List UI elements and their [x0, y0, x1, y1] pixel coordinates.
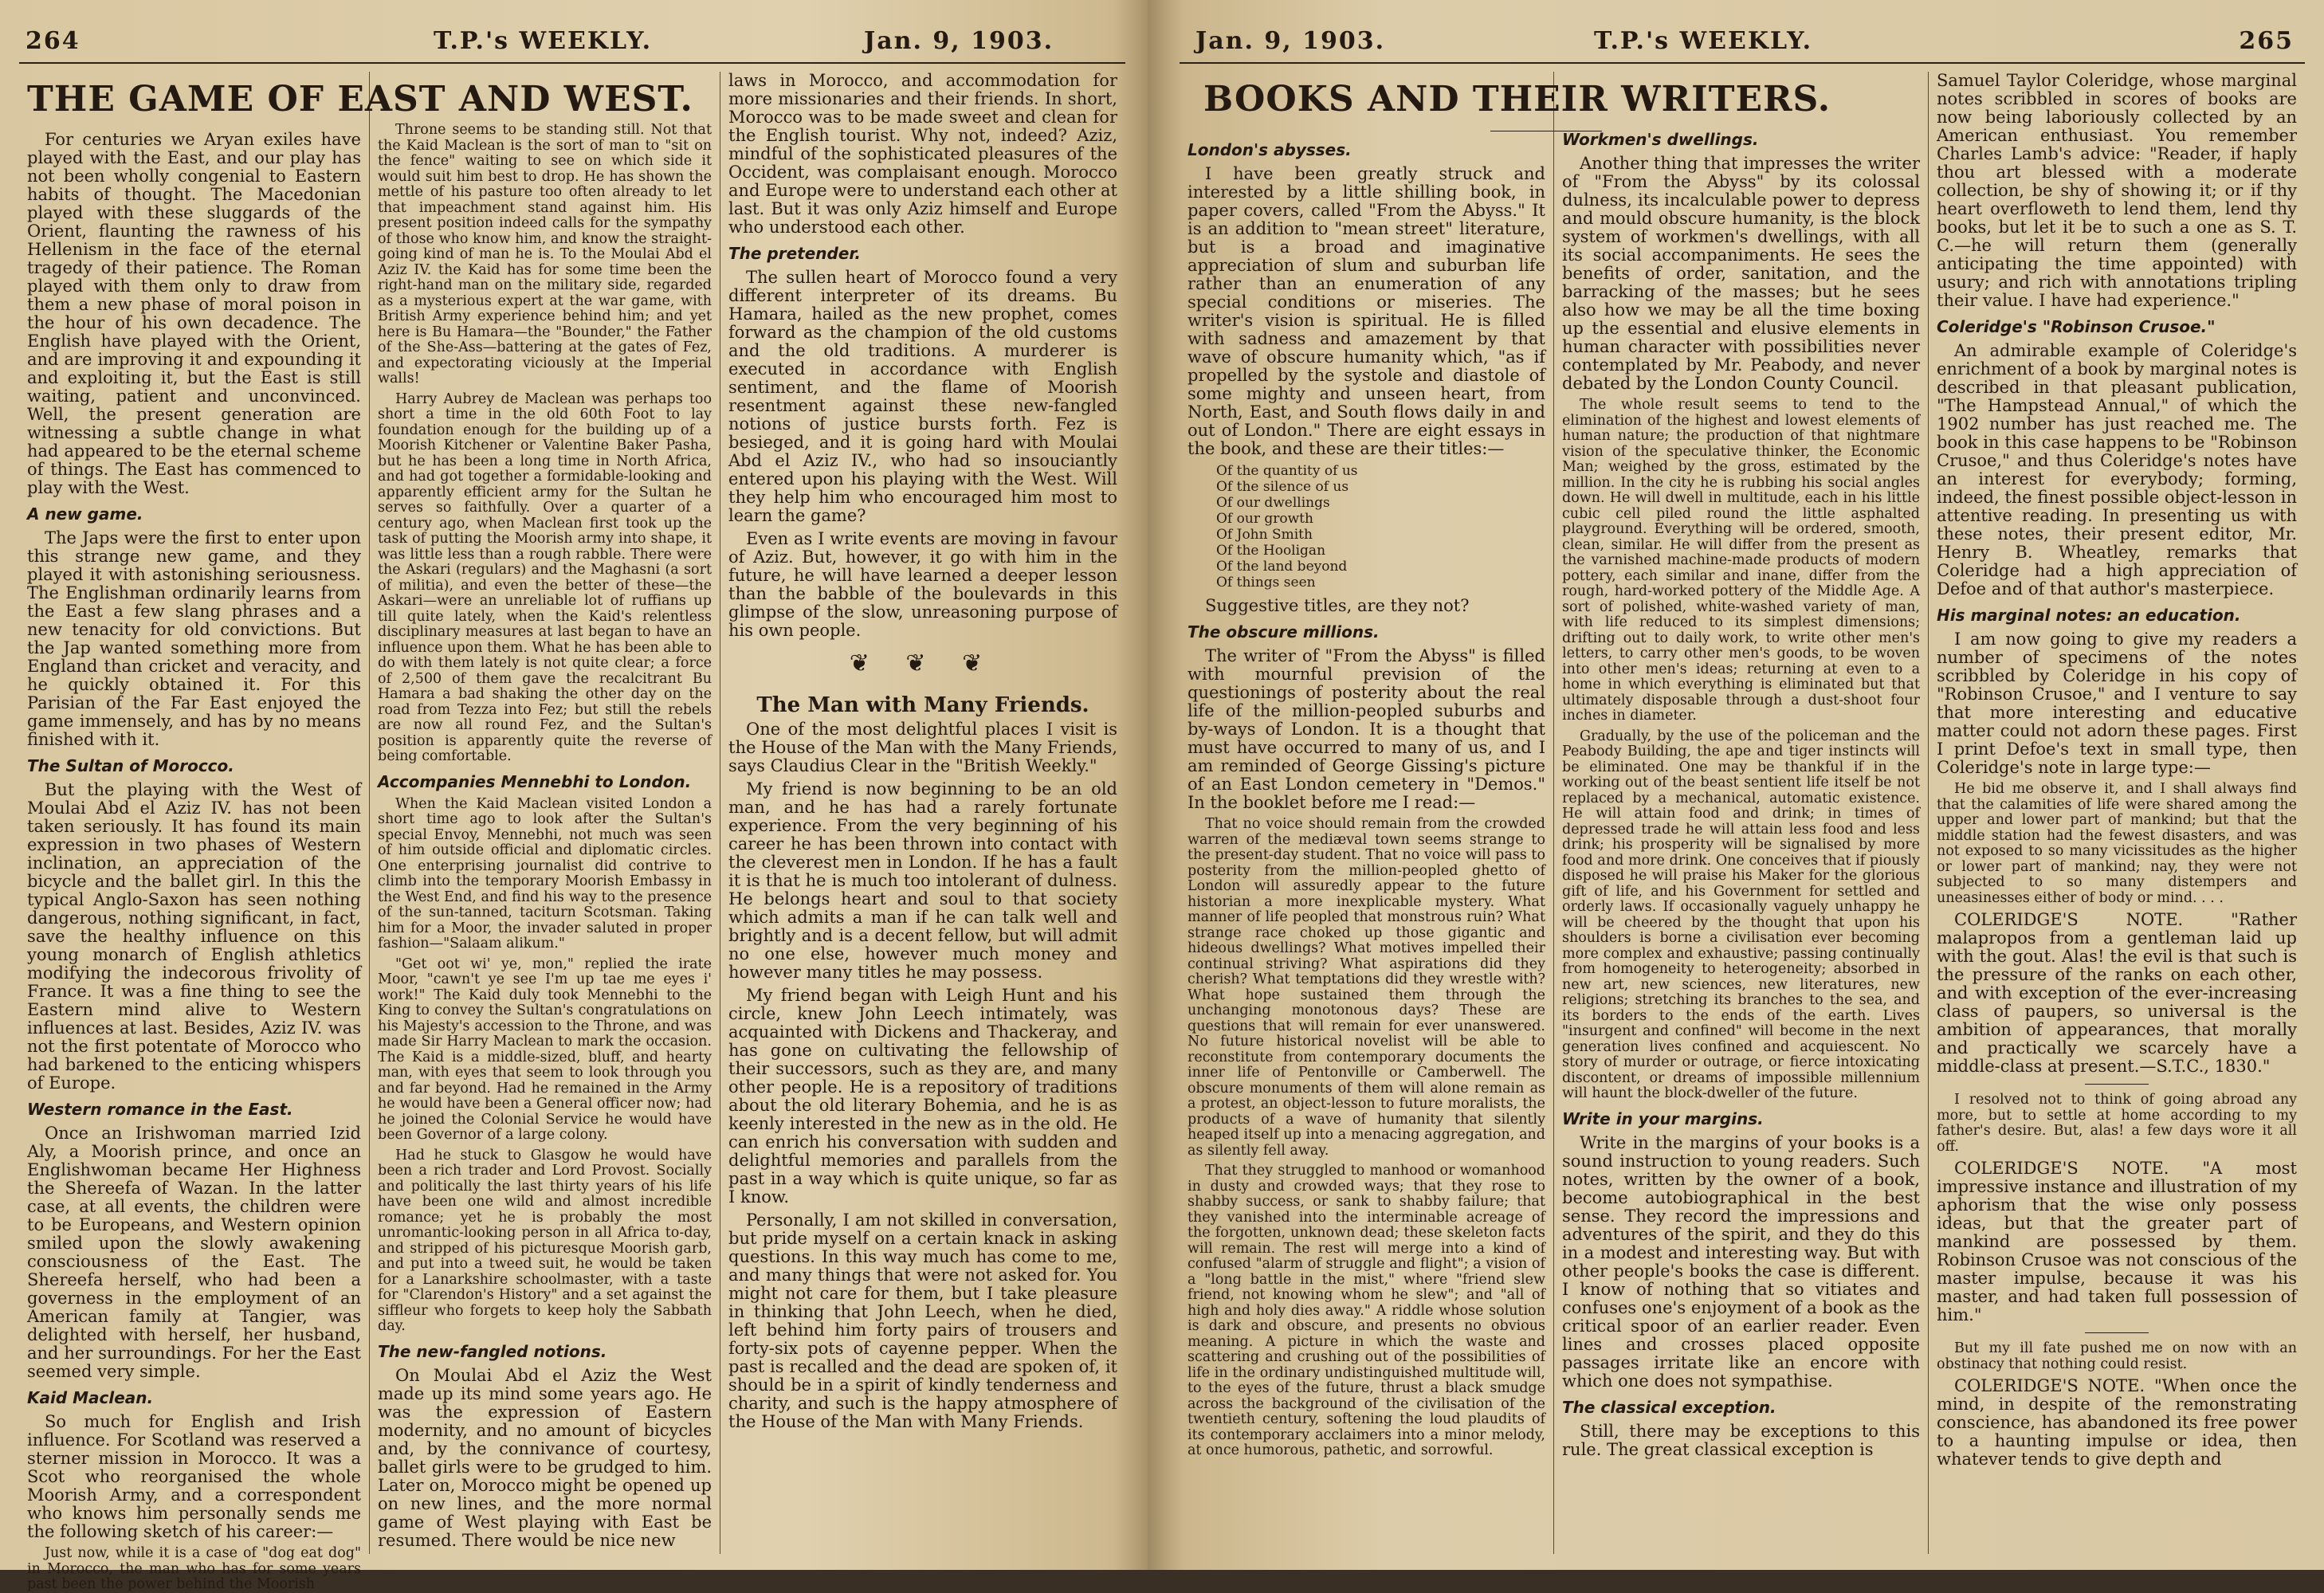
quoted-passage: The whole result seems to tend to the elimination of the highest and lowest elements of human nature; the production of that nightmare vision of the speculative thinker, the Economic Man; weighed by the gross, estimated by the million. In the city he is rubbing his social angles down. He will dwell in multitude, each in his little cubic cell piled round the little asphalted playground. Everything will be ordered, smooth, clean, similar. He will differ from the present as the varnished machine-made products of modern pottery, each similar and inane, differ from the rough, hard-worked pottery of the Middle Age. A sort of polished, white-washed variety of man, with life reduced to its simplest dimensions; drifting out to daily work, to write other men's letters, to carry other men's goods, to be woven into other men's ideas; returning at even to a home in which everything is eliminated but that ultimately disposable through a dust-shoot four inches in diameter.	[1562, 397, 1920, 724]
body-paragraph: The writer of "From the Abyss" is filled with mournful prevision of the questionings of posterity about the real life of the million-peopled suburbs and by-ways of London. It is a thought that must have occurred to many of us, and I am reminded of George Gissing's picture of an East London cemetery in "Demos." In the booklet before me I read:—	[1188, 646, 1545, 812]
right-col-2	[1554, 72, 1929, 1554]
article-subtitle: The Man with Many Friends.	[756, 693, 1089, 717]
body-paragraph: COLERIDGE'S NOTE. "When once the mind, in despite of the remonstrating conscience, has abandoned its free power to a haunting impulse or idea, then whatever tends to give depth and	[1937, 1376, 2297, 1469]
section-heading: Western romance in the East.	[27, 1100, 293, 1119]
quoted-passage: "Get oot wi' ye, mon," replied the irate Moor, "cawn't ye see I'm up tae me eyes i' work!" The Kaid duly took Mennebhi to the King to convey the Sultan's congratulations on his Majesty's accession to the Throne, and was made Sir Harry Maclean to mark the occasion. The Kaid is a middle-sized, bluff, and hearty man, with eyes that seem to look through you and far beyond. Had he remained in the Army he would have been a General officer now; had he joined the Colonial Service he would have been Governor of a large colony.	[378, 955, 712, 1143]
quoted-passage: Harry Aubrey de Maclean was perhaps too short a time in the old 60th Foot to lay foundation enough for the building up of a Moorish Kitchener or Valentine Baker Pasha, but he has been a long time in North Africa, and had got together a formidable-looking and apparently efficient army for the Sultan he serves so faithfully. Over a quarter of a century ago, when Maclean first took up the task of putting the Moorish army into shape, it was little less than a rough rabble. There were the Askari (regulars) and the Maghasni (a sort of militia), and even the better of these—the Askari—were an unreliable lot of ruffians up till quite lately, when the Kaid's relentless disciplinary measures at last began to have an influence upon them. What he has been able to do with them lately is not quite clear; a force of 2,500 of them gave the recalcitrant Bu Hamara a bad shaking the other day on the road from Tezza into Fez; but still the rebels are now all round Fez, and the Sultan's position is apparently quite the reverse of being comfortable.	[378, 390, 712, 764]
left-col-2	[370, 72, 720, 1554]
body-paragraph: Another thing that impresses the writer of "From the Abyss" by its colossal dulness, its incalculable power to depress and mould obscure humanity, is the block system of workmen's dwellings, with all its social accompaniments. He sees the benefits of order, sanitation, and the barracking of the masses; but he sees also how we may be all the time boxing up the essential and elusive elements in human character with possibilities never contemplated by Mr. Peabody, and never debated by the London County Council.	[1562, 154, 1920, 393]
left-page	[0, 0, 1148, 1592]
article-title: BOOKS AND THEIR WRITERS.	[1203, 79, 1831, 120]
masthead-title: T.P.'s WEEKLY.	[434, 27, 653, 55]
body-paragraph: But the playing with the West of Moulai Abd el Aziz IV. has not been taken seriously. It has found its main expression in two phases of Western inclination, an appreciation of the bicycle and the ballet girl. In this the typical Anglo-Saxon has seen nothing dangerous, nothing significant, in fact, save the healthy influence on this young monarch of English athletics modifying the indecorous frivolity of France. It was a fine thing to see the Eastern mind alive to Western influences at last. Besides, Aziz IV. was not the first potentate of Morocco who had barkened to the enticing whispers of Europe.	[27, 780, 361, 1093]
list-item: Of the land beyond	[1216, 559, 1348, 575]
list-item: Of John Smith	[1216, 527, 1313, 543]
list-item: Of things seen	[1216, 575, 1316, 591]
body-paragraph: Once an Irishwoman married Izid Aly, a Moorish prince, and once an Englishwoman became Her Highness the Shereefa of Wazan. In the latter case, at all events, the children were to be Europeans, and Western opinion smiled upon the slowly awakening consciousness of the East. The Shereefa herself, who had been a governess in the employment of an American family at Tangier, was delighted with herself, her husband, and her surroundings. For her the East seemed very simple.	[27, 1124, 361, 1381]
masthead-title: T.P.'s WEEKLY.	[1594, 27, 1813, 55]
body-paragraph: The Japs were the first to enter upon this strange new game, and they played it with astonishing seriousness. The Englishman ordinarily learns from the East a few slang phrases and a new tenacity for old convictions. But the Jap wanted something more from England than cricket and veracity, and he quickly obtained it. For this Parisian of the Far East enjoyed the game immensely, and has by no means finished with it.	[27, 528, 361, 749]
quoted-passage: Had he stuck to Glasgow he would have been a rich trader and Lord Provost. Socially and politically the last thirty years of his life have been one wild and almost incredible romance; yet he is probably the most unromantic-looking person in all Africa to-day, and stripped of his picturesque Moorish garb, and put into a tweed suit, he would be taken for a Lanarkshire schoolmaster, with a taste for "Clarendon's History" and a set against the siffleur who forgets to keep holy the Sabbath day.	[378, 1147, 712, 1334]
quoted-passage: But my ill fate pushed me on now with an obstinacy that nothing could resist.	[1937, 1340, 2297, 1372]
page-number: 264	[26, 27, 80, 55]
quoted-passage: Throne seems to be standing still. Not that the Kaid Maclean is the sort of man to "sit on the fence" waiting to see on which side it would suit him best to drop. He has shown the mettle of his pasture too often already to let that impeachment stand against him. His present position indeed calls for the sympathy of those who know him, and know the straight-going kind of man he is. To the Moulai Abd el Aziz IV. the Kaid has for some time been the right-hand man on the military side, regarded as a mysterious expert at the war game, with British Army experience behind him; and yet here is Bu Hamara—the "Bounder," the Father of the She-Ass—battering at the gates of Fez, and expectorating viciously at the Imperial walls!	[378, 122, 712, 386]
section-heading: Kaid Maclean.	[27, 1388, 154, 1407]
section-heading: The new-fangled notions.	[378, 1341, 607, 1361]
issue-date: Jan. 9, 1903.	[864, 27, 1054, 55]
body-paragraph: My friend is now beginning to be an old man, and he has had a rarely fortunate experience. From the very beginning of his career he has been thrown into contact with the cleverest men in London. If he has a fault it is that he is much too intolerant of dulness. He belongs heart and soul to that society which admits a man if he can talk well and brightly and is a decent fellow, but will admit no one else, however much money and however many titles he may possess.	[728, 779, 1117, 982]
column-body	[728, 72, 1117, 1431]
column-body	[1188, 141, 1545, 1459]
list-item: Of our growth	[1216, 511, 1313, 527]
article-title: THE GAME OF EAST AND WEST.	[27, 79, 693, 120]
column-body	[27, 131, 361, 1593]
ornament-divider: ❦ ❦ ❦	[849, 649, 997, 677]
right-col-3	[1929, 72, 2305, 1554]
section-heading: A new game.	[27, 504, 143, 524]
title-spacer	[378, 72, 712, 123]
body-paragraph: My friend began with Leigh Hunt and his circle, knew John Leech intimately, was acquainted with Dickens and Thackeray, and has gone on cultivating the fellowship of their successors, such as they are, and many other people. He is a repository of traditions about the old literary Bohemia, and he is as keenly interested in the new as in the old. He can enrich his conversation with sudden and delightful memories and parallels from the past in a way which is quite unique, so far as I know.	[728, 986, 1117, 1207]
right-page	[1148, 0, 2324, 1570]
quoted-passage: I resolved not to think of going abroad any more, but to settle at home according to my father's desire. But, alas! a few days wore it all off.	[1937, 1092, 2297, 1155]
right-columns	[1180, 72, 2305, 1554]
body-paragraph: Suggestive titles, are they not?	[1205, 596, 1470, 615]
body-paragraph: The sullen heart of Morocco found a very different interpreter of its dreams. Bu Hamara, hailed as the new prophet, comes forward as the champion of the old customs and the old traditions. A murderer is executed in accordance with English sentiment, and the flame of Moorish resentment against these new-fangled notions of justice bursts forth. Fez is besieged, and it is going hard with Moulai Abd el Aziz IV., who had so insouciantly entered upon his playing with the West. Will they help him who encouraged him most to learn the game?	[728, 268, 1117, 525]
section-heading: Workmen's dwellings.	[1562, 130, 1759, 149]
list-item: Of the silence of us	[1216, 479, 1349, 495]
section-heading: Coleridge's "Robinson Crusoe."	[1937, 317, 2216, 336]
list-item: Of the quantity of us	[1216, 463, 1358, 479]
section-heading: London's abysses.	[1188, 140, 1352, 159]
body-paragraph: I have been greatly struck and interested by a little shilling book, in paper covers, called "From the Abyss." It is an addition to "mean street" literature, but is a broad and imaginative appreciation of slum and suburban life rather than an enumeration of any special conditions or miseries. The writer's vision is spiritual. He is filled with sadness and amazement by that wave of obscure humanity which, "as if propelled by the systole and diastole of some mighty and unseen heart, from North, East, and South flows daily in and out of London." There are eight essays in the book, and these are their titles:—	[1188, 164, 1545, 458]
left-col-3	[720, 72, 1125, 1554]
body-paragraph: Personally, I am not skilled in conversation, but pride myself on a certain knack in asking questions. In this way much has come to me, and many things that were not asked for. You might not care for them, but I take pleasure in thinking that John Leech, when he died, left behind him forty pairs of trousers and forty-six pots of cayenne pepper. When the past is recalled and the dead are spoken of, it should be in a spirit of kindly tenderness and charity, and such is the happy atmosphere of the House of the Man with Many Friends.	[728, 1210, 1117, 1431]
body-paragraph: COLERIDGE'S NOTE. "A most impressive instance and illustration of my aphorism that the wise only possess ideas, but that the greater part of mankind are possessed by them. Robinson Crusoe was not conscious of the master impulse, because it was his master, and had taken full possession of him."	[1937, 1159, 2297, 1324]
left-running-head	[19, 22, 1125, 64]
body-paragraph: Even as I write events are moving in favour of Aziz. But, however, it go with him in the future, he will have learned a deeper lesson than the babble of the boulevards in this glimpse of the slow, unreasoning purpose of his own people.	[728, 529, 1117, 640]
body-paragraph: laws in Morocco, and accommodation for more missionaries and their friends. In short, Morocco was to be made sweet and clean for the English tourist. Why not, indeed? Aziz, mindful of the sophisticated pleasures of the Occident, was complaisant enough. Morocco and Europe were to understand each other at last. But it was only Aziz himself and Europe who understood each other.	[728, 71, 1117, 237]
section-heading: The obscure millions.	[1188, 622, 1380, 642]
list-item: Of our dwellings	[1216, 495, 1330, 511]
short-rule	[2085, 1332, 2149, 1333]
column-body	[378, 123, 712, 1550]
essay-title-list	[1216, 463, 1545, 591]
quoted-passage: Gradually, by the use of the policeman and the Peabody Building, the ape and tiger instincts will be eliminated. One may be thankful if in the working out of the beast sentient life itself be not replaced by a mechanical, automatic existence. He will attain food and drink; in times of depressed trade he will attain less food and less drink; his prosperity will be signalised by more food and more drink. One conceives that if piously disposed he will praise his Maker for the glorious gift of life, and his Government for settled and orderly laws. If occasionally vaguely unhappy he will be cheered by the thought that upon his shoulders is borne a civilisation ever becoming more complex and exhaustive; passing continually from homogeneity to heterogeneity; absorbed in new art, new sciences, new literatures, new religions; stretching its branches to the sea, and its borders to the ends of the earth. Lives "insurgent and confined" will become in the next generation lives confined and acquiescent. No story of murder or outrage, or fierce intoxicating discontent, or dreams of impossible millennium will haunt the block-dweller of the future.	[1562, 728, 1920, 1101]
section-heading: Write in your margins.	[1562, 1108, 1764, 1128]
page-number: 265	[2239, 27, 2294, 55]
column-body	[1937, 72, 2297, 1469]
body-paragraph: I am now going to give my readers a number of specimens of the notes scribbled by Coleridge in his copy of "Robinson Crusoe," and I venture to say that more interesting and educative matter could not adorn these pages. First I print Defoe's text in small type, then Coleridge's note in large type:—	[1937, 630, 2297, 777]
quoted-passage: That they struggled to manhood or womanhood in dusty and crowded ways; that they rose to shabby success, or sank to shabby failure; that they vanished into the interminable acreage of the forgotten, unknown dead; these skeleton facts will remain. The rest will merge into a kind of confused "alarm of struggle and flight"; a vision of a "long battle in the mist," where "friend slew friend, not knowing whom he slew"; and "all of high and holy dies away." A riddle whose solution is dark and obscure, and presents no obvious meaning. A picture in which the waste and scattering and crushing out of the possibilities of life in the ordinary undistinguished multitude will, to the eyes of the future, thrust a black smudge across the background of the civilisation of the twentieth century, softening the loud plaudits of its contemporary acclaimers into a minor melody, at once humorous, pathetic, and sorrowful.	[1188, 1163, 1545, 1458]
body-paragraph: Samuel Taylor Coleridge, whose marginal notes scribbled in scores of books are now being laboriously collected by an American enthusiast. You remember Charles Lamb's advice: "Reader, if haply thou art blessed with a moderate collection, be shy of showing it; or if thy heart overfloweth to lend them, lend thy books, but let it be to such a one as S. T. C.—he will return them (generally anticipating the time appointed) with usury; and rich with annotations tripling their value. I have had experience."	[1937, 71, 2297, 310]
body-paragraph: So much for English and Irish influence. For Scotland was reserved a sterner mission in Morocco. It was a Scot who reorganised the whole Moorish Army, and a correspondent who knows him personally sends me the following sketch of his career:—	[27, 1412, 361, 1541]
body-paragraph: For centuries we Aryan exiles have played with the East, and our play has not been wholly congenial to Eastern habits of thought. The Macedonian played with these sluggards of the Orient, flaunting the rawness of his Hellenism in the face of the eternal tragedy of their patience. The Roman played with them only to draw from them a new phase of moral poison in the hour of his own decadence. The English have played with the Orient, and are improving it and expounding it and exploiting it, but the East is still waiting, patient and unconvinced. Well, the present generation are witnessing a subtle change in what had appeared to be the eternal scheme of things. The East has commenced to play with the West.	[27, 130, 361, 497]
quoted-passage: That no voice should remain from the crowded warren of the mediæval town seems strange to the present-day student. That no voice will pass to posterity from the million-peopled ghetto of London will assuredly appear to the future historian a more inexplicable mystery. What manner of life peopled that monstrous ruin? What strange race choked up those gigantic and hideous dwellings? What motives impelled their continual striving? What aspirations did they cherish? What temptations did they wrestle with? What hope sustained them through the unchanging monotonous days? These are questions that will remain for ever unanswered. No future historical novelist will be able to reconstitute from contemporary documents the inner life of Pentonville or Camberwell. The obscure monuments of them will alone remain as a protest, an object-lesson to future moralists, the products of a wave of humanity that silently heaped itself up into a menacing aggregation, and as silently fell away.	[1188, 816, 1545, 1159]
body-paragraph: Write in the margins of your books is a sound instruction to young readers. Such notes, written by the owner of a book, become autobiographical in the best sense. They record the impressions and adventures of the spirit, and they do this in a modest and interesting way. But with other people's books the case is different. I know of nothing that so vitiates and confuses one's enjoyment of a book as the critical spoor of an earlier reader. Even lines and crosses placed opposite passages irritate like an encore with which one does not sympathise.	[1562, 1132, 1920, 1391]
left-columns	[19, 71, 1125, 1592]
list-item: Of the Hooligan	[1216, 543, 1326, 559]
section-heading: Accompanies Mennebhi to London.	[378, 771, 692, 791]
quoted-passage: When the Kaid Maclean visited London a short time ago to look after the Sultan's special Envoy, Mennebhi, not much was seen of him outside official and diplomatic circles. One enterprising journalist did contrive to climb into the temporary Moorish Embassy in the West End, and find his way to the presence of the sun-tanned, taciturn Scotsman. Taking him for a Moor, the invader saluted in proper fashion—"Salaam alikum."	[378, 795, 712, 951]
right-running-head	[1180, 22, 2305, 64]
section-heading: The classical exception.	[1562, 1397, 1776, 1417]
body-paragraph: One of the most delightful places I visit is the House of the Man with the Many Friends, says Claudius Clear in the "British Weekly."	[728, 720, 1117, 775]
issue-date: Jan. 9, 1903.	[1195, 27, 1386, 55]
short-rule	[2085, 1084, 2149, 1085]
body-paragraph: COLERIDGE'S NOTE. "Rather malapropos from a gentleman laid up with the gout. Alas! the evil is that such is the pressure of the ranks on each other, and with exception of the ever-increasing class of paupers, so universal is the ambition of appearances, that morally and practically we scarcely have a middle-class at present.—S.T.C., 1830."	[1937, 910, 2297, 1076]
body-paragraph: Still, there may be exceptions to this rule. The great classical exception is	[1562, 1421, 1920, 1459]
quoted-passage: Just now, while it is a case of "dog eat dog" in Morocco, the man who has for some years past been the power behind the Moorish	[27, 1545, 361, 1592]
column-body	[1562, 131, 1920, 1459]
body-paragraph: An admirable example of Coleridge's enrichment of a book by marginal notes is described in that pleasant publication, "The Hampstead Annual," of which the 1902 number has just reached me. The book in this case happens to be "Robinson Crusoe," and thus Coleridge's notes have an interest for everybody; forming, indeed, the finest possible object-lesson in attentive reading. In presenting us with these notes, their present editor, Mr. Henry B. Wheatley, remarks that Coleridge had a high appreciation of Defoe and of that author's masterpiece.	[1937, 341, 2297, 598]
section-heading: His marginal notes: an education.	[1937, 606, 2241, 625]
quoted-passage: He bid me observe it, and I shall always find that the calamities of life were shared among the upper and lower part of mankind; but that the middle station had the fewest disasters, and was not exposed to so many vicissitudes as the higher or lower part of mankind; nay, they were not subjected to so many distempers and uneasinesses either of body or mind. . . .	[1937, 781, 2297, 906]
title-spacer	[1562, 72, 1920, 123]
section-heading: The Sultan of Morocco.	[27, 756, 234, 775]
section-heading: The pretender.	[728, 244, 862, 263]
body-paragraph: On Moulai Abd el Aziz the West made up its mind some years ago. He was the expression of Eastern modernity, and no amount of bicycles and, by the connivance of courtesy, ballet girls were to be grudged to him. Later on, Morocco might be opened up on new lines, and the more normal game of West playing with East be resumed. There would be nice new	[378, 1365, 712, 1550]
